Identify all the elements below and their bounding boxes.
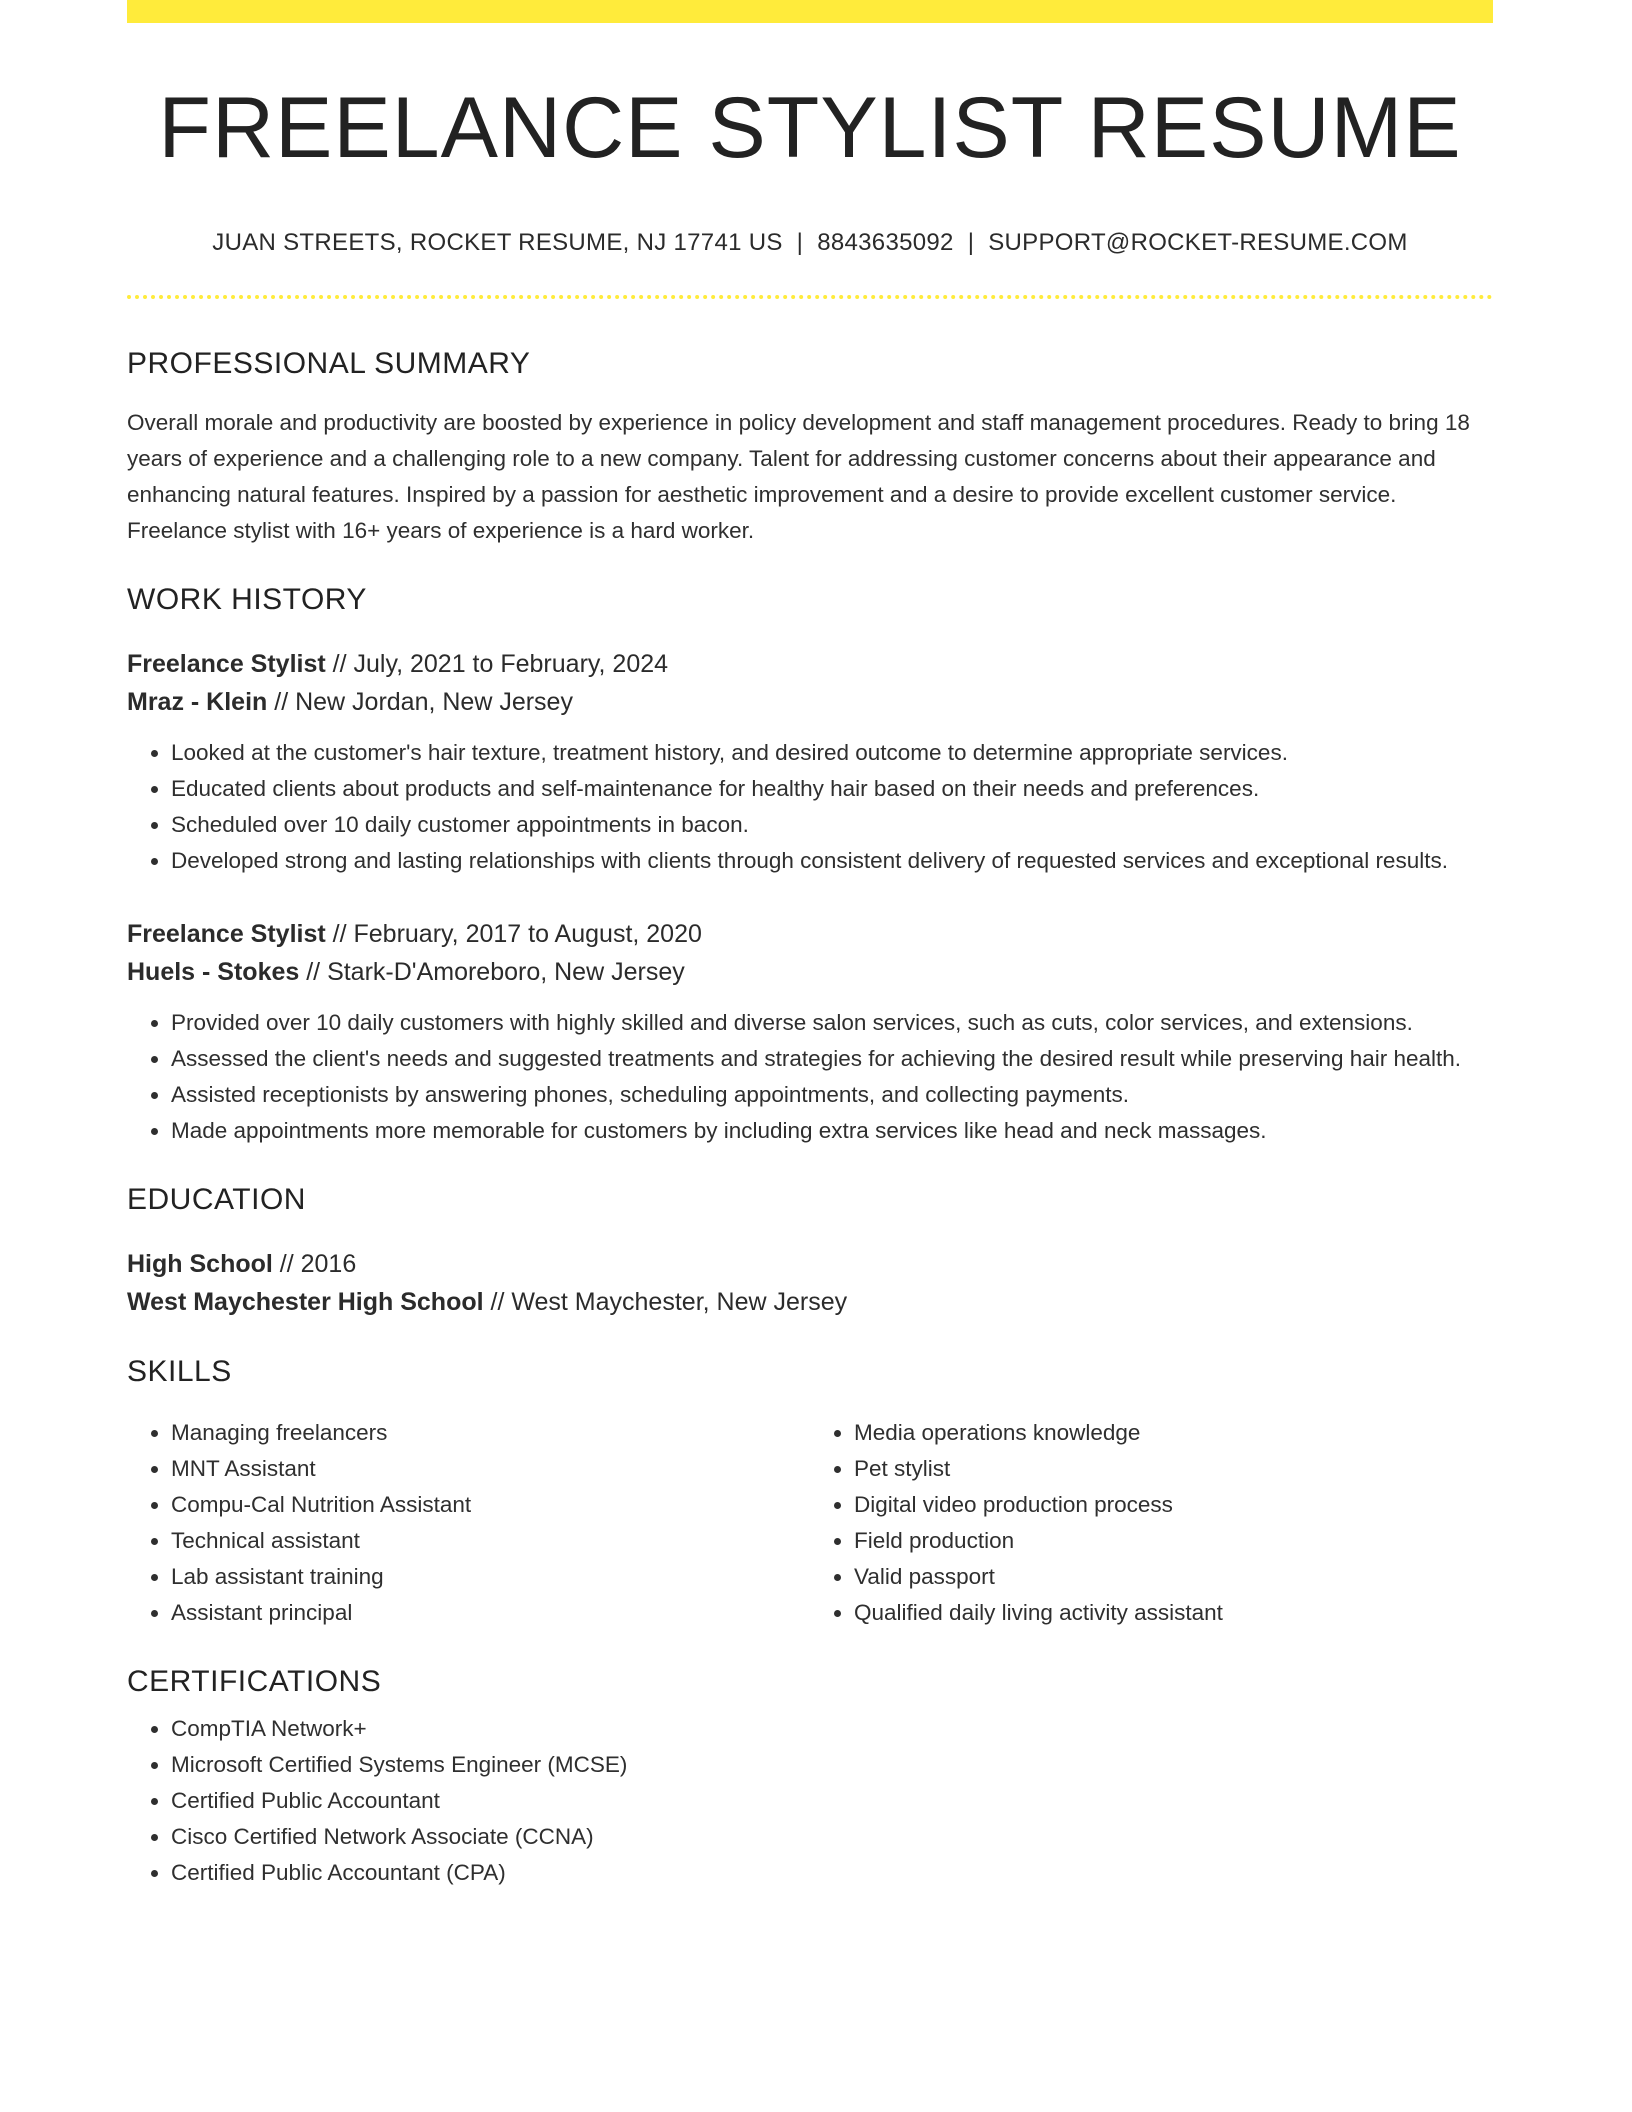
education-degree-line [127, 1245, 1493, 1283]
skill-item: • Digital video production process [854, 1487, 1493, 1523]
skill-item: • Managing freelancers [171, 1415, 810, 1451]
job-entry [127, 915, 1493, 1149]
certification-item: • Certified Public Accountant (CPA) [171, 1855, 1493, 1891]
job-bullet: • Scheduled over 10 daily customer appointments in bacon. [171, 807, 1493, 843]
skills-list-left [127, 1415, 810, 1631]
resume-title: FREELANCE STYLIST RESUME [158, 80, 1462, 176]
job-company: Mraz - Klein [127, 688, 268, 716]
job-bullet-list [127, 1005, 1493, 1149]
certification-item: • Certified Public Accountant [171, 1783, 1493, 1819]
skill-item: • Assistant principal [171, 1595, 810, 1631]
skill-item: • Lab assistant training [171, 1559, 810, 1595]
job-bullet: • Developed strong and lasting relationships with clients through consistent delivery of requested services and exceptional results. [171, 843, 1493, 879]
education-entry [127, 1245, 1493, 1321]
section-heading-certifications: CERTIFICATIONS [127, 1665, 382, 1698]
certifications-list [127, 1711, 1493, 1891]
job-location: // Stark-D'Amoreboro, New Jersey [299, 958, 685, 986]
job-title: Freelance Stylist [127, 650, 326, 678]
education-school-line [127, 1283, 1493, 1321]
job-bullet: • Looked at the customer's hair texture, treatment history, and desired outcome to determine appropriate services. [171, 735, 1493, 771]
job-company: Huels - Stokes [127, 958, 300, 986]
contact-address: JUAN STREETS, ROCKET RESUME, NJ 17741 US [212, 229, 783, 256]
job-dates: // February, 2017 to August, 2020 [325, 920, 702, 948]
job-bullet: • Assisted receptionists by answering phones, scheduling appointments, and collecting payments. [171, 1077, 1493, 1113]
job-bullet: • Provided over 10 daily customers with highly skilled and diverse salon services, such as cuts, color services, and extensions. [171, 1005, 1493, 1041]
certification-item: • Cisco Certified Network Associate (CCNA) [171, 1819, 1493, 1855]
job-bullet: • Educated clients about products and self-maintenance for healthy hair based on their needs and preferences. [171, 771, 1493, 807]
job-title: Freelance Stylist [127, 920, 326, 948]
skills-list-right [810, 1415, 1493, 1631]
skill-item: • Technical assistant [171, 1523, 810, 1559]
top-accent-bar [127, 0, 1493, 23]
contact-email: SUPPORT@ROCKET-RESUME.COM [988, 229, 1408, 256]
skill-item: • Media operations knowledge [854, 1415, 1493, 1451]
certification-item: • CompTIA Network+ [171, 1711, 1493, 1747]
job-location: // New Jordan, New Jersey [267, 688, 573, 716]
contact-phone: 8843635092 [817, 229, 954, 256]
summary-text: Overall morale and productivity are boosted by experience in policy development and staff management procedures. Ready to bring 18 years of experience and a challenging role to a new company. Talent for addressing customer concerns about their appearance and enhancing natural features. Inspired by a passion for aesthetic improvement and a desire to provide excellent customer service. Freelance stylist with 16+ years of experience is a hard worker. [127, 410, 1470, 543]
education-year: // 2016 [272, 1250, 357, 1278]
job-title-line [127, 645, 1493, 683]
section-heading-summary: PROFESSIONAL SUMMARY [127, 347, 531, 380]
job-title-line [127, 915, 1493, 953]
job-company-line [127, 683, 1493, 721]
skill-item: • Field production [854, 1523, 1493, 1559]
dotted-divider [127, 295, 1493, 299]
skills-grid [127, 1401, 1493, 1631]
certification-item: • Microsoft Certified Systems Engineer (MCSE) [171, 1747, 1493, 1783]
skill-item: • Qualified daily living activity assistant [854, 1595, 1493, 1631]
skill-item: • MNT Assistant [171, 1451, 810, 1487]
contact-separator: | [796, 229, 804, 256]
contact-separator: | [967, 229, 975, 256]
education-location: // West Maychester, New Jersey [483, 1288, 848, 1316]
section-heading-work-history: WORK HISTORY [127, 583, 367, 616]
job-bullet: • Made appointments more memorable for customers by including extra services like head and neck massages. [171, 1113, 1493, 1149]
skill-item: • Compu-Cal Nutrition Assistant [171, 1487, 810, 1523]
section-heading-skills: SKILLS [127, 1355, 232, 1388]
education-school: West Maychester High School [127, 1288, 484, 1316]
job-entry [127, 645, 1493, 879]
job-company-line [127, 953, 1493, 991]
resume-page [127, 0, 1493, 1891]
education-degree: High School [127, 1250, 273, 1278]
job-bullet: • Assessed the client's needs and suggested treatments and strategies for achieving the desired result while preserving hair health. [171, 1041, 1493, 1077]
job-bullet-list [127, 735, 1493, 879]
skill-item: • Valid passport [854, 1559, 1493, 1595]
job-dates: // July, 2021 to February, 2024 [325, 650, 669, 678]
section-heading-education: EDUCATION [127, 1183, 306, 1216]
skill-item: • Pet stylist [854, 1451, 1493, 1487]
contact-line [127, 229, 1493, 257]
